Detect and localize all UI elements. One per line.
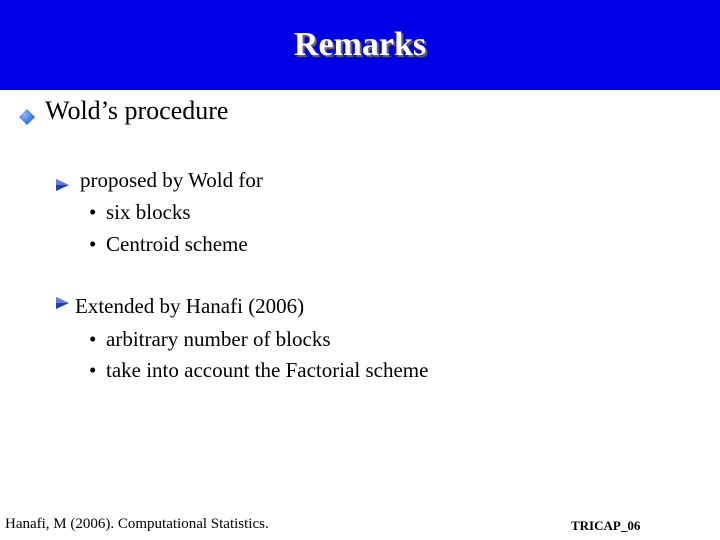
- footer-slide-id: TRICAP_06: [571, 518, 641, 533]
- slide-title: Remarks: [293, 26, 427, 63]
- sub-bullet-dot: •: [89, 327, 97, 351]
- list-item: take into account the Factorial scheme: [106, 358, 429, 382]
- sub-bullet-dot: •: [89, 200, 97, 224]
- list-item: arbitrary number of blocks: [106, 327, 331, 351]
- diamond-bullet-icon: [19, 109, 35, 125]
- triangle-arrow-icon: [56, 179, 69, 191]
- main-point: Wold’s procedure: [45, 96, 229, 125]
- sub-bullet-dot: •: [89, 358, 97, 382]
- group-heading-hanafi: Extended by Hanafi (2006): [75, 294, 305, 318]
- sub-bullet-dot: •: [89, 232, 97, 256]
- triangle-arrow-icon: [56, 297, 69, 309]
- group-heading-wold: proposed by Wold for: [80, 168, 263, 192]
- list-item: Centroid scheme: [106, 232, 248, 256]
- list-item: six blocks: [106, 200, 191, 224]
- footer-citation: Hanafi, M (2006). Computational Statistics.: [5, 516, 269, 532]
